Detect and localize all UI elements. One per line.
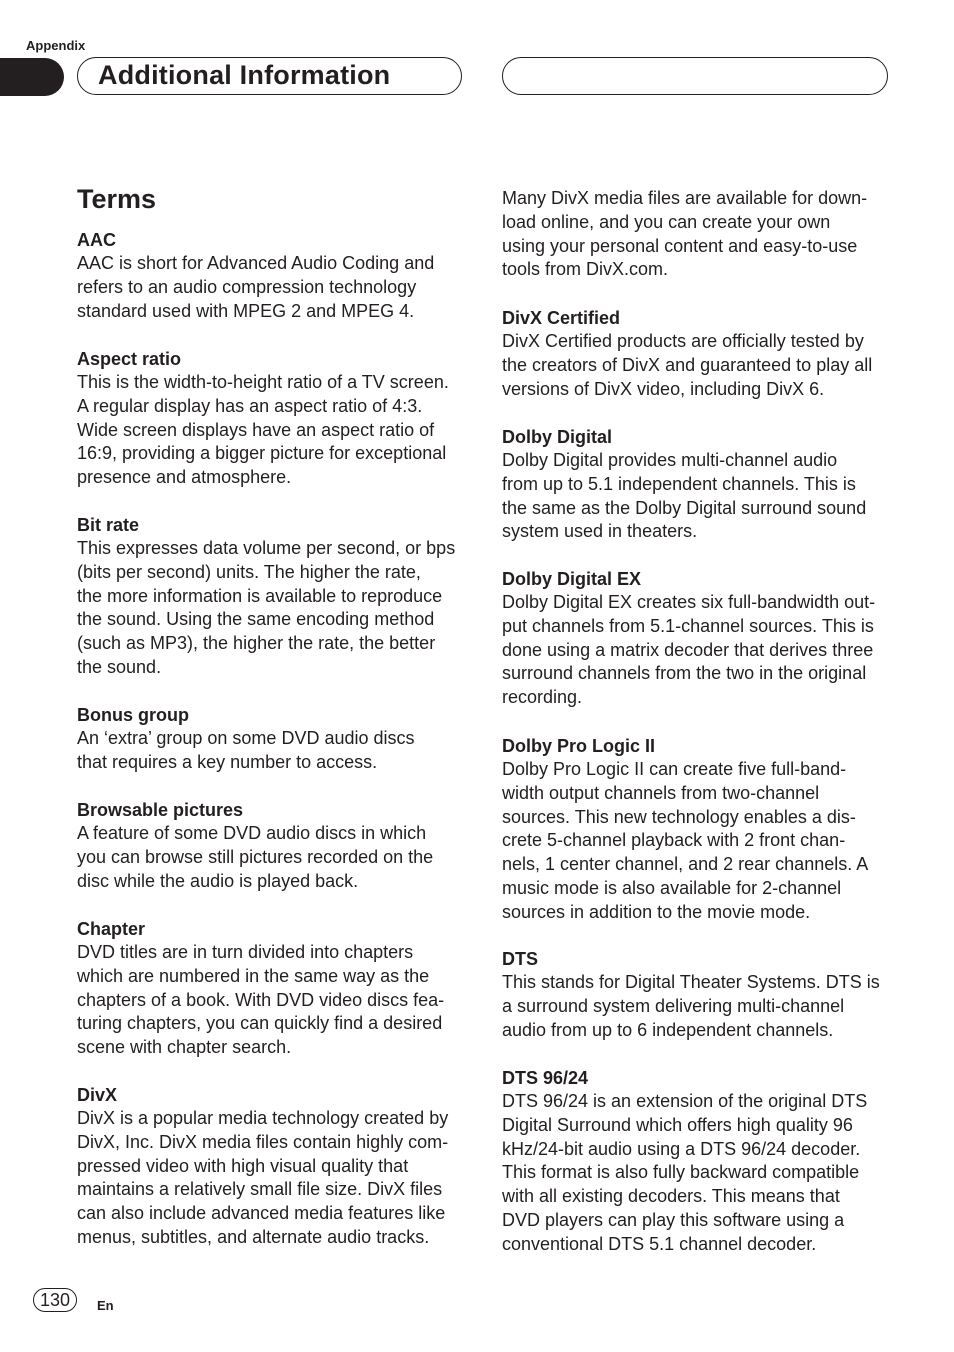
term-line: versions of DivX video, including DivX 6. — [502, 378, 825, 399]
term-title: DTS 96/24 — [502, 1068, 589, 1088]
empty-header-pill — [502, 57, 888, 95]
term-line: Dolby Pro Logic II can create five full-band- — [502, 759, 847, 779]
term-title: Bonus group — [77, 705, 189, 725]
term-title: Dolby Pro Logic II — [502, 736, 656, 756]
term-line: (such as MP3), the higher the rate, the better — [77, 633, 436, 654]
term-line: presence and atmosphere. — [77, 467, 292, 488]
term-title: DivX — [77, 1085, 118, 1105]
term-line: music mode is also available for 2-channel — [502, 877, 842, 898]
term-line: Digital Surround which offers high quality 96 — [502, 1114, 853, 1135]
term-title: Bit rate — [77, 515, 140, 535]
term-line: An ‘extra’ group on some DVD audio discs — [77, 728, 415, 748]
term-line: Many DivX media files are available for down- — [502, 188, 868, 208]
term-line: DVD players can play this software using a — [502, 1209, 845, 1230]
term-line: menus, subtitles, and alternate audio tracks. — [77, 1226, 430, 1247]
term-line: tools from DivX.com. — [502, 259, 669, 280]
appendix-label: Appendix — [26, 38, 86, 53]
term-line: This is the width-to-height ratio of a TV screen. — [77, 372, 449, 392]
term-title: DTS — [502, 949, 538, 969]
term-entry-divx — [77, 1083, 472, 1250]
term-line: This expresses data volume per second, or bps — [77, 538, 456, 558]
divx-continuation — [502, 187, 902, 282]
term-entry-aac — [77, 228, 472, 323]
term-line: This format is also fully backward compatible — [502, 1162, 860, 1183]
term-entry-aspect-ratio — [77, 347, 472, 490]
term-line: 16:9, providing a bigger picture for exceptional — [77, 443, 447, 464]
term-entry-dolby-digital — [502, 425, 902, 544]
term-line: surround channels from the two in the original — [502, 663, 867, 684]
term-line: load online, and you can create your own — [502, 211, 831, 232]
term-line: Dolby Digital provides multi-channel audio — [502, 450, 838, 470]
term-line: pressed video with high visual quality that — [77, 1155, 409, 1176]
term-line: Dolby Digital EX creates six full-bandwidth out- — [502, 592, 876, 612]
term-line: DTS 96/24 is an extension of the original DTS — [502, 1091, 868, 1111]
term-line: done using a matrix decoder that derives three — [502, 639, 874, 660]
term-line: a surround system delivering multi-channel — [502, 995, 845, 1016]
section-tab-marker — [0, 58, 64, 96]
term-entry-browsable-pictures — [77, 798, 472, 893]
term-line: refers to an audio compression technology — [77, 276, 417, 297]
term-line: crete 5-channel playback with 2 front chan- — [502, 830, 846, 851]
term-line: (bits per second) units. The higher the rate, — [77, 561, 421, 582]
term-line: you can browse still pictures recorded on the — [77, 846, 434, 867]
term-title: AAC — [77, 230, 116, 250]
term-entry-dts — [502, 947, 902, 1042]
term-line: the same as the Dolby Digital surround sound — [502, 497, 867, 518]
term-line: system used in theaters. — [502, 521, 698, 542]
term-line: nels, 1 center channel, and 2 rear channels. A — [502, 854, 869, 875]
term-line: that requires a key number to access. — [77, 751, 378, 772]
term-line: DivX is a popular media technology created by — [77, 1108, 449, 1128]
term-line: DVD titles are in turn divided into chapters — [77, 942, 414, 962]
term-line: kHz/24-bit audio using a DTS 96/24 decoder. — [502, 1138, 861, 1159]
language-code: En — [97, 1298, 114, 1313]
section-title: Additional Information — [98, 60, 391, 90]
term-line: can also include advanced media features like — [77, 1203, 446, 1224]
term-line: the more information is available to reproduce — [77, 585, 443, 606]
term-line: standard used with MPEG 2 and MPEG 4. — [77, 300, 415, 321]
term-title: Aspect ratio — [77, 349, 182, 369]
term-title: DivX Certified — [502, 308, 621, 328]
term-title: Dolby Digital EX — [502, 569, 642, 589]
term-line: using your personal content and easy-to-use — [502, 235, 858, 256]
term-line: which are numbered in the same way as the — [77, 965, 430, 986]
term-entry-dolby-digital-ex — [502, 567, 902, 710]
term-line: Wide screen displays have an aspect ratio of — [77, 419, 435, 440]
term-entry-chapter — [77, 917, 472, 1060]
term-title: Dolby Digital — [502, 427, 613, 447]
term-line: maintains a relatively small file size. DivX files — [77, 1179, 443, 1200]
term-line: conventional DTS 5.1 channel decoder. — [502, 1233, 817, 1254]
term-line: A regular display has an aspect ratio of 4:3. — [77, 395, 423, 416]
term-line: the creators of DivX and guaranteed to play all — [502, 354, 873, 375]
page-number: 130 — [33, 1288, 77, 1312]
section-header-pill — [77, 57, 462, 95]
term-line: with all existing decoders. This means that — [502, 1186, 840, 1207]
term-title: Browsable pictures — [77, 800, 244, 820]
term-line: scene with chapter search. — [77, 1037, 292, 1058]
term-line: the sound. Using the same encoding method — [77, 609, 435, 630]
term-line: turing chapters, you can quickly find a desired — [77, 1013, 443, 1034]
term-line: DivX, Inc. DivX media files contain highly com- — [77, 1131, 449, 1152]
term-line: width output channels from two-channel — [502, 782, 820, 803]
term-title: Chapter — [77, 919, 146, 939]
term-line: sources in addition to the movie mode. — [502, 901, 811, 922]
term-line: the sound. — [77, 656, 162, 677]
page-heading: Terms — [77, 184, 157, 214]
term-entry-dolby-pro-logic-ii — [502, 734, 902, 925]
term-line: This stands for Digital Theater Systems. DTS is — [502, 972, 880, 992]
term-entry-bonus-group — [77, 703, 472, 775]
term-line: from up to 5.1 independent channels. This is — [502, 473, 856, 494]
term-line: disc while the audio is played back. — [77, 870, 359, 891]
term-entry-dts-96-24 — [502, 1066, 902, 1257]
term-line: sources. This new technology enables a dis- — [502, 806, 856, 827]
term-line: recording. — [502, 687, 583, 708]
term-entry-bit-rate — [77, 513, 472, 680]
term-line: AAC is short for Advanced Audio Coding and — [77, 253, 435, 273]
term-line: audio from up to 6 independent channels. — [502, 1019, 834, 1040]
term-line: A feature of some DVD audio discs in which — [77, 823, 427, 843]
term-entry-divx-certified — [502, 306, 902, 401]
term-line: chapters of a book. With DVD video discs fea- — [77, 989, 445, 1010]
term-line: put channels from 5.1-channel sources. This is — [502, 615, 874, 636]
term-line: DivX Certified products are officially tested by — [502, 331, 864, 351]
